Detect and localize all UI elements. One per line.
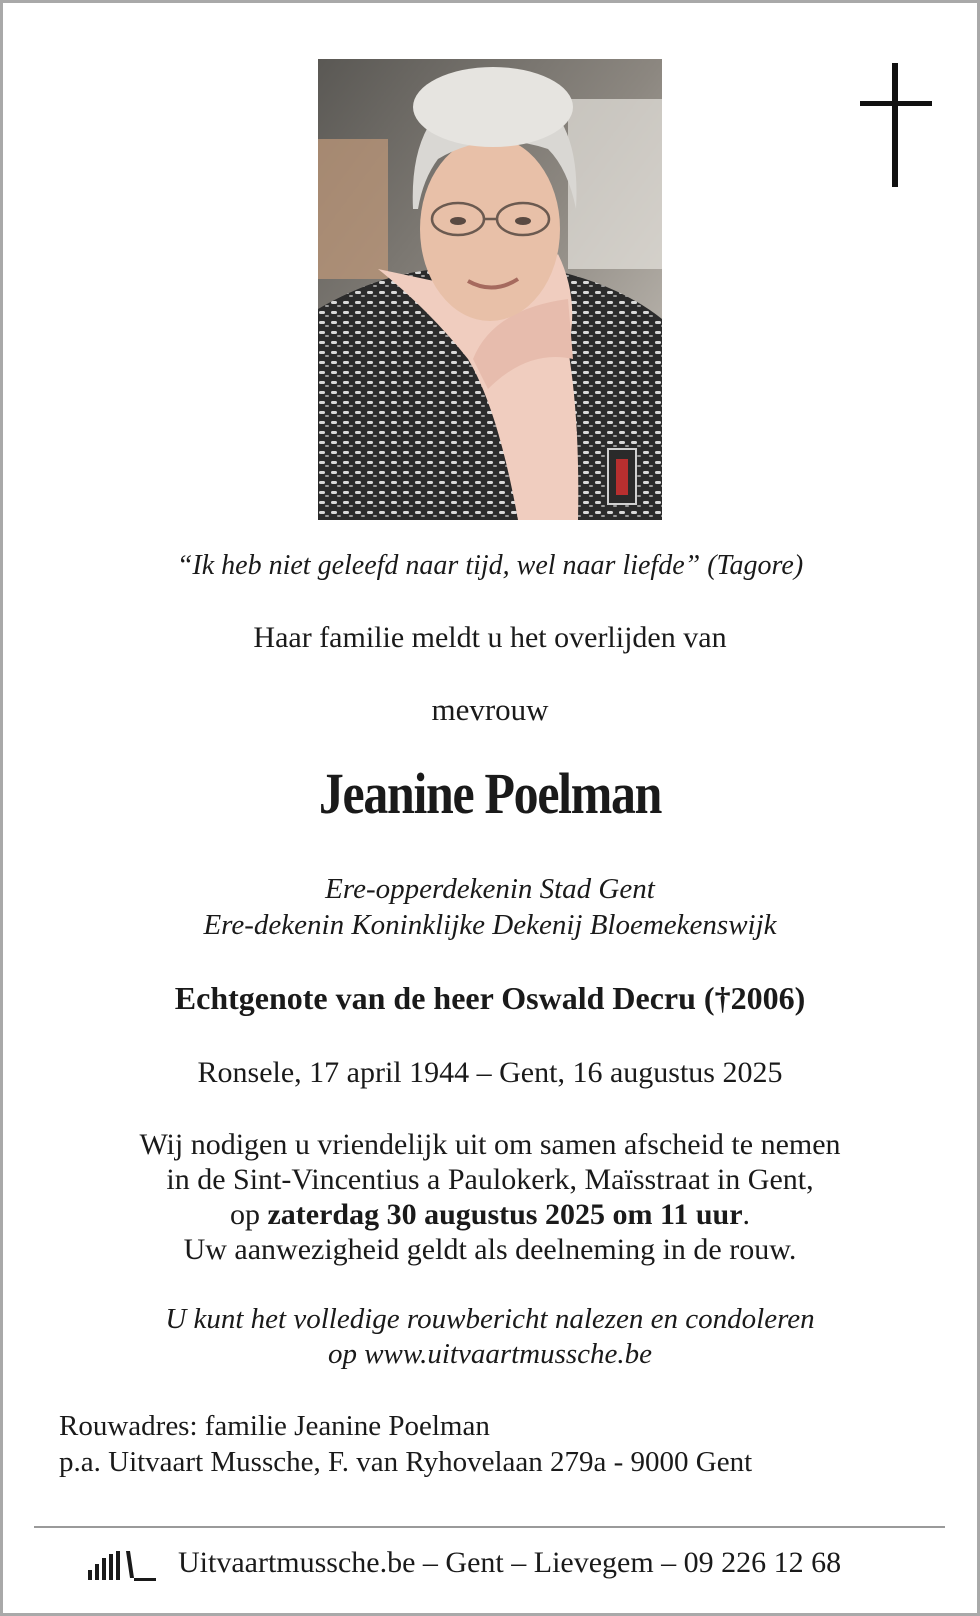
condolence-line-2: op www.uitvaartmussche.be (327, 1338, 653, 1370)
portrait-photo (318, 59, 662, 520)
title-line-1: Ere-opperdekenin Stad Gent (325, 873, 655, 905)
condolence-line-1: U kunt het volledige rouwbericht nalezen en condoleren (165, 1303, 815, 1335)
uitvaart-mussche-logo-icon (86, 1548, 156, 1582)
ceremony-date-time: zaterdag 30 augustus 2025 om 11 uur (267, 1198, 743, 1231)
address-line-2: p.a. Uitvaart Mussche, F. van Ryhovelaan 279a - 9000 Gent (59, 1446, 753, 1478)
spouse-line: Echtgenote van de heer Oswald Decru (†2006) (174, 980, 806, 1016)
dates-line: Ronsele, 17 april 1944 – Gent, 16 augustus 2025 (197, 1056, 783, 1089)
invitation-prefix: op (229, 1198, 268, 1231)
address-line-1: Rouwadres: familie Jeanine Poelman (59, 1410, 490, 1442)
quote: “Ik heb niet geleefd naar tijd, wel naar liefde” (Tagore) (176, 550, 804, 581)
footer-contact: Uitvaartmussche.be – Gent – Lievegem – 09 226 12 68 (178, 1546, 842, 1579)
invitation-line-2: in de Sint-Vincentius a Paulokerk, Maïsstraat in Gent, (166, 1163, 814, 1196)
invitation-line-3 (0, 1197, 980, 1232)
invitation-line-4: Uw aanwezigheid geldt als deelneming in de rouw. (183, 1233, 797, 1266)
invitation-suffix: . (742, 1198, 751, 1231)
footer-divider (34, 1526, 945, 1528)
deceased-name: Jeanine Poelman (318, 761, 662, 826)
honorific: mevrouw (431, 692, 549, 727)
announcement: Haar familie meldt u het overlijden van (253, 621, 727, 654)
invitation-line-1: Wij nodigen u vriendelijk uit om samen afscheid te nemen (139, 1128, 841, 1161)
title-line-2: Ere-dekenin Koninklijke Dekenij Bloemekenswijk (203, 909, 777, 941)
cross-icon (860, 63, 932, 187)
